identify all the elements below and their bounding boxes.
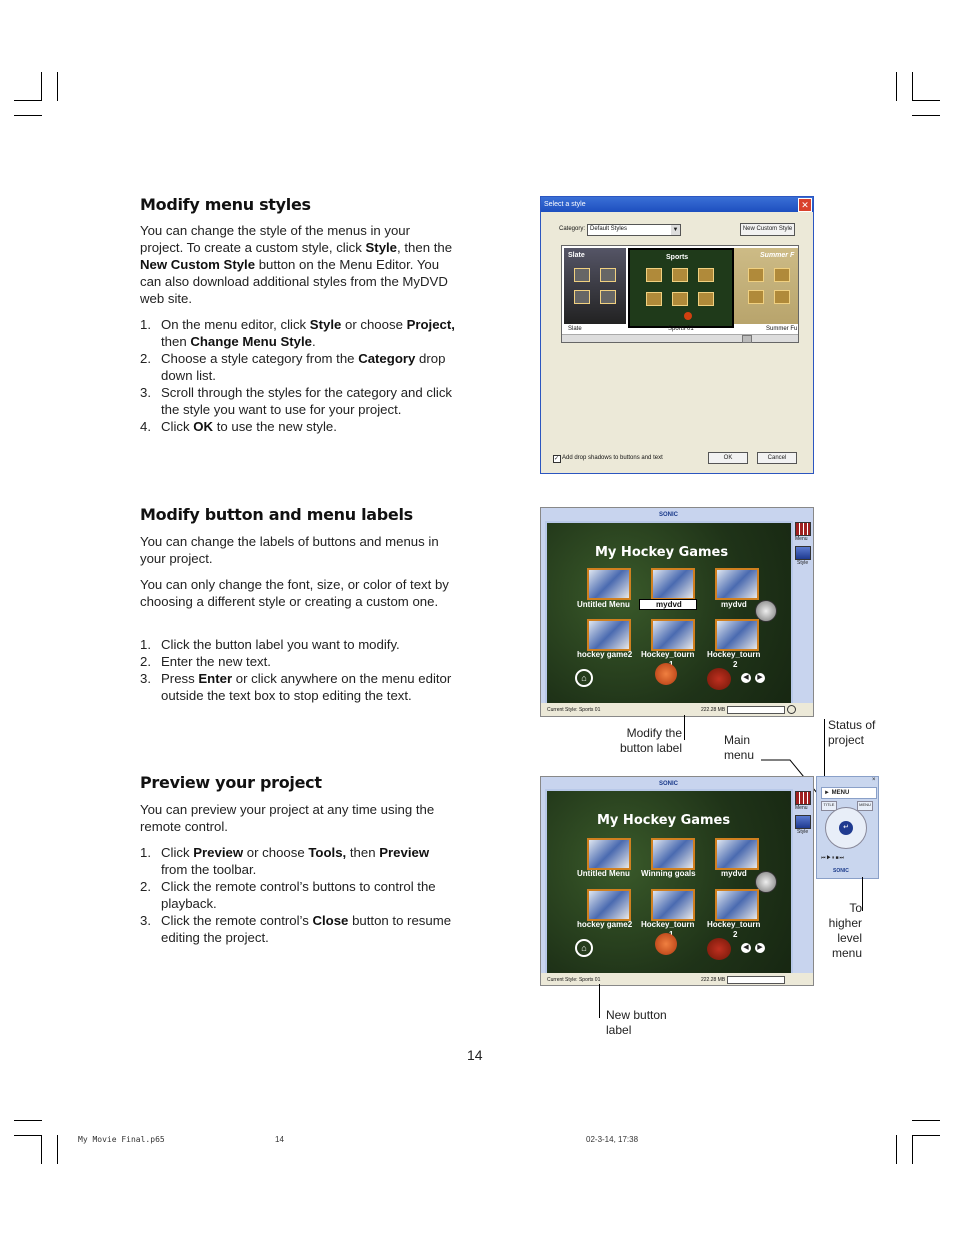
ok-button[interactable]: OK bbox=[708, 452, 748, 464]
sonic-logo: SONIC bbox=[833, 868, 849, 874]
step-item: 2. Click the remote control’s buttons to control the playback. bbox=[140, 879, 436, 911]
footer-filename: My Movie Final.p65 bbox=[78, 1135, 165, 1144]
button-label[interactable]: Winning goals bbox=[641, 869, 696, 878]
styles-intro: You can change the style of the menus in your project. To create a custom style, click Style, then the New Custom Style button on the Menu Editor. You can also download additional styles from the MyDVD web site. bbox=[140, 223, 453, 306]
style-tool-icon[interactable] bbox=[795, 546, 811, 560]
style-thumb-title: Slate bbox=[568, 252, 585, 259]
select-style-dialog bbox=[540, 196, 814, 474]
page-number: 14 bbox=[467, 1047, 483, 1063]
style-name: Sports 01 bbox=[668, 326, 694, 332]
close-icon[interactable]: × bbox=[872, 777, 876, 783]
callout-modify-label: Modify the button label bbox=[619, 726, 682, 755]
button-label[interactable]: Hockey_tourn bbox=[707, 650, 761, 659]
menu-tool-label: Menu bbox=[795, 536, 808, 542]
menu-button-thumb[interactable] bbox=[587, 619, 631, 651]
crop-mark bbox=[41, 72, 42, 101]
home-icon[interactable]: ⌂ bbox=[575, 669, 593, 687]
step-item: 1. Click the button label you want to modify. bbox=[140, 637, 400, 652]
crop-mark bbox=[41, 1135, 42, 1164]
capacity-bar bbox=[727, 706, 785, 714]
labels-steps bbox=[140, 636, 458, 704]
menu-editor-figure bbox=[540, 507, 814, 717]
style-thumb-slate[interactable] bbox=[564, 248, 626, 324]
menu-button-thumb[interactable] bbox=[587, 889, 631, 921]
basketball-icon bbox=[655, 933, 677, 955]
enter-icon[interactable]: ↵ bbox=[839, 821, 853, 835]
bold-term: New Custom Style bbox=[140, 257, 256, 272]
style-thumb-title: Summer F bbox=[760, 252, 795, 259]
bold-term: Project, bbox=[406, 317, 455, 332]
step-number: 2. bbox=[140, 654, 151, 669]
step-number: 1. bbox=[140, 637, 151, 652]
crop-mark bbox=[14, 1135, 42, 1136]
crop-mark bbox=[57, 1135, 58, 1164]
category-label: Category: bbox=[559, 226, 586, 232]
step-item: 1. Click Preview or choose Tools, then Preview from the toolbar. bbox=[140, 845, 430, 877]
remote-status-display: ► MENU bbox=[821, 787, 877, 799]
button-label[interactable]: hockey game2 bbox=[577, 920, 633, 929]
step-number: 1. bbox=[140, 317, 151, 332]
dialog-title: Select a style bbox=[541, 197, 814, 212]
current-style-text: Current Style: Sports 01 bbox=[547, 707, 601, 713]
menu-button-thumb[interactable] bbox=[651, 619, 695, 651]
menu-button-thumb[interactable] bbox=[587, 568, 631, 600]
step-item: 1. On the menu editor, click Style or choose Project, then Change Menu Style. bbox=[140, 317, 455, 349]
menu-canvas bbox=[545, 789, 793, 975]
bold-term: Preview bbox=[379, 845, 430, 860]
remote-status-text: MENU bbox=[831, 790, 850, 796]
heading-modify-menu-styles: Modify menu styles bbox=[140, 195, 311, 214]
previous-arrow-icon[interactable]: ◀ bbox=[741, 943, 751, 953]
menu-button-thumb[interactable] bbox=[715, 838, 759, 870]
menu-button-thumb[interactable] bbox=[715, 568, 759, 600]
horizontal-scrollbar[interactable] bbox=[562, 334, 798, 342]
scrollbar-thumb[interactable] bbox=[742, 335, 752, 343]
bold-term: Style bbox=[309, 317, 342, 332]
menu-tool-icon[interactable] bbox=[795, 791, 811, 805]
bold-term: Enter bbox=[198, 671, 233, 686]
bold-term: Close bbox=[312, 913, 349, 928]
step-number: 3. bbox=[140, 671, 151, 686]
next-arrow-icon[interactable]: ▶ bbox=[755, 673, 765, 683]
button-number: 2 bbox=[733, 930, 738, 939]
step-number: 3. bbox=[140, 913, 151, 928]
baseball-glove-icon bbox=[707, 668, 731, 690]
menu-title[interactable]: My Hockey Games bbox=[595, 545, 729, 560]
size-text: 222.28 MB bbox=[701, 977, 726, 983]
drop-shadow-checkbox[interactable]: ✓ bbox=[554, 456, 560, 462]
sonic-logo: SONIC bbox=[659, 781, 679, 787]
step-item: 2. Choose a style category from the Category drop down list. bbox=[140, 351, 446, 383]
style-thumb-summer[interactable] bbox=[734, 248, 798, 324]
new-custom-style-button[interactable]: New Custom Style bbox=[740, 223, 795, 236]
bold-term: Style bbox=[365, 240, 398, 255]
bold-term: OK bbox=[193, 419, 214, 434]
crop-mark bbox=[57, 72, 58, 101]
step-number: 4. bbox=[140, 419, 151, 434]
preview-steps bbox=[140, 844, 458, 946]
status-bar bbox=[541, 703, 813, 717]
step-item: 2. Enter the new text. bbox=[140, 654, 271, 669]
remote-control bbox=[816, 776, 879, 879]
button-label[interactable]: mydvd bbox=[721, 600, 747, 609]
button-label[interactable]: mydvd bbox=[721, 869, 747, 878]
style-tool-icon[interactable] bbox=[795, 815, 811, 829]
crop-mark bbox=[14, 100, 42, 101]
baseball-glove-icon bbox=[707, 938, 731, 960]
next-arrow-icon[interactable]: ▶ bbox=[755, 943, 765, 953]
labels-intro-1: You can change the labels of buttons and menus in your project. bbox=[140, 534, 439, 566]
menu-canvas bbox=[545, 521, 793, 705]
callout-main-menu: Main menu bbox=[724, 733, 755, 762]
menu-button-thumb[interactable] bbox=[715, 619, 759, 651]
drop-shadow-label: Add drop shadows to buttons and text bbox=[562, 455, 663, 461]
step-number: 3. bbox=[140, 385, 151, 400]
step-number: 2. bbox=[140, 879, 151, 894]
direction-pad[interactable] bbox=[825, 807, 867, 849]
category-select[interactable] bbox=[587, 224, 681, 236]
leader-line bbox=[599, 984, 600, 1018]
callout-higher-menu: To higher level menu bbox=[828, 901, 862, 960]
crop-mark bbox=[912, 1120, 940, 1121]
bold-term: Change Menu Style bbox=[190, 334, 312, 349]
button-label[interactable]: Untitled Menu bbox=[577, 869, 630, 878]
crop-mark bbox=[896, 1135, 897, 1164]
step-item: 3. Click the remote control’s Close button to resume editing the project. bbox=[140, 913, 452, 945]
style-gallery bbox=[561, 245, 799, 343]
leader-line bbox=[684, 715, 685, 740]
style-thumb-title: Sports bbox=[666, 254, 689, 261]
current-style-text: Current Style: Sports 01 bbox=[547, 977, 601, 983]
style-tool-label: Style bbox=[797, 560, 809, 566]
crop-mark bbox=[912, 100, 940, 101]
size-text: 222.28 MB bbox=[701, 707, 726, 713]
crop-mark bbox=[896, 72, 897, 101]
close-icon[interactable]: ✕ bbox=[798, 198, 812, 212]
button-label-edit-field[interactable]: mydvd bbox=[639, 599, 697, 610]
category-value: Default Styles bbox=[590, 226, 628, 232]
heading-preview-project: Preview your project bbox=[140, 773, 322, 792]
crop-mark bbox=[14, 1120, 42, 1121]
step-number: 1. bbox=[140, 845, 151, 860]
step-item: 3. Scroll through the styles for the category and click the style you want to use for your project. bbox=[140, 385, 453, 417]
sonic-logo: SONIC bbox=[659, 512, 679, 518]
callout-status: Status of project bbox=[828, 718, 876, 747]
menu-button-thumb[interactable] bbox=[651, 568, 695, 600]
crop-mark bbox=[912, 1135, 913, 1164]
heading-modify-button-labels: Modify button and menu labels bbox=[140, 505, 413, 524]
chevron-down-icon[interactable] bbox=[787, 705, 796, 714]
preview-figure bbox=[540, 776, 814, 986]
status-bar bbox=[541, 973, 813, 986]
style-thumb-sports[interactable] bbox=[628, 248, 734, 328]
cancel-button[interactable]: Cancel bbox=[757, 452, 797, 464]
capacity-bar bbox=[727, 976, 785, 984]
button-label[interactable]: Hockey_tourn bbox=[641, 650, 695, 659]
basketball-icon bbox=[655, 663, 677, 685]
bold-term: Category bbox=[358, 351, 416, 366]
step-number: 2. bbox=[140, 351, 151, 366]
button-label[interactable]: Hockey_tourn bbox=[641, 920, 695, 929]
button-number: 2 bbox=[733, 660, 738, 669]
button-label[interactable]: hockey game2 bbox=[577, 650, 633, 659]
menu-button-thumb[interactable] bbox=[651, 889, 695, 921]
leader-line bbox=[862, 877, 863, 911]
title-button[interactable]: TITLE bbox=[821, 801, 837, 811]
crop-mark bbox=[912, 1135, 940, 1136]
bold-term: Preview bbox=[193, 845, 244, 860]
menu-title[interactable]: My Hockey Games bbox=[597, 813, 731, 828]
menu-tool-icon[interactable] bbox=[795, 522, 811, 536]
home-icon[interactable]: ⌂ bbox=[575, 939, 593, 957]
transport-buttons[interactable]: ⏮▶⏸■⏭ bbox=[821, 855, 845, 861]
labels-intro-2: You can only change the font, size, or color of text by choosing a different style or creating a custom one. bbox=[140, 577, 449, 609]
menu-button-thumb[interactable] bbox=[587, 838, 631, 870]
style-name: Slate bbox=[568, 326, 582, 332]
footer-date: 02-3-14, 17:38 bbox=[586, 1135, 639, 1144]
styles-steps bbox=[140, 316, 458, 435]
style-tool-label: Style bbox=[797, 829, 809, 835]
crop-mark bbox=[912, 115, 940, 116]
button-label[interactable]: Untitled Menu bbox=[577, 600, 630, 609]
menu-button-thumb[interactable] bbox=[715, 889, 759, 921]
style-name: Summer Fu bbox=[766, 326, 798, 332]
menu-button[interactable]: MENU bbox=[857, 801, 873, 811]
callout-new-label: New button label bbox=[606, 1008, 667, 1037]
step-item: 3. Press Enter or click anywhere on the menu editor outside the text box to stop editing the text. bbox=[140, 671, 452, 703]
bold-term: Tools, bbox=[308, 845, 347, 860]
crop-mark bbox=[14, 115, 42, 116]
button-label[interactable]: Hockey_tourn bbox=[707, 920, 761, 929]
chevron-down-icon: ▼ bbox=[672, 227, 679, 233]
previous-arrow-icon[interactable]: ◀ bbox=[741, 673, 751, 683]
step-item: 4. Click OK to use the new style. bbox=[140, 419, 337, 434]
crop-mark bbox=[912, 72, 913, 101]
menu-button-thumb[interactable] bbox=[651, 838, 695, 870]
menu-tool-label: Menu bbox=[795, 805, 808, 811]
preview-intro: You can preview your project at any time using the remote control. bbox=[140, 802, 435, 834]
footer-page: 14 bbox=[275, 1135, 284, 1144]
